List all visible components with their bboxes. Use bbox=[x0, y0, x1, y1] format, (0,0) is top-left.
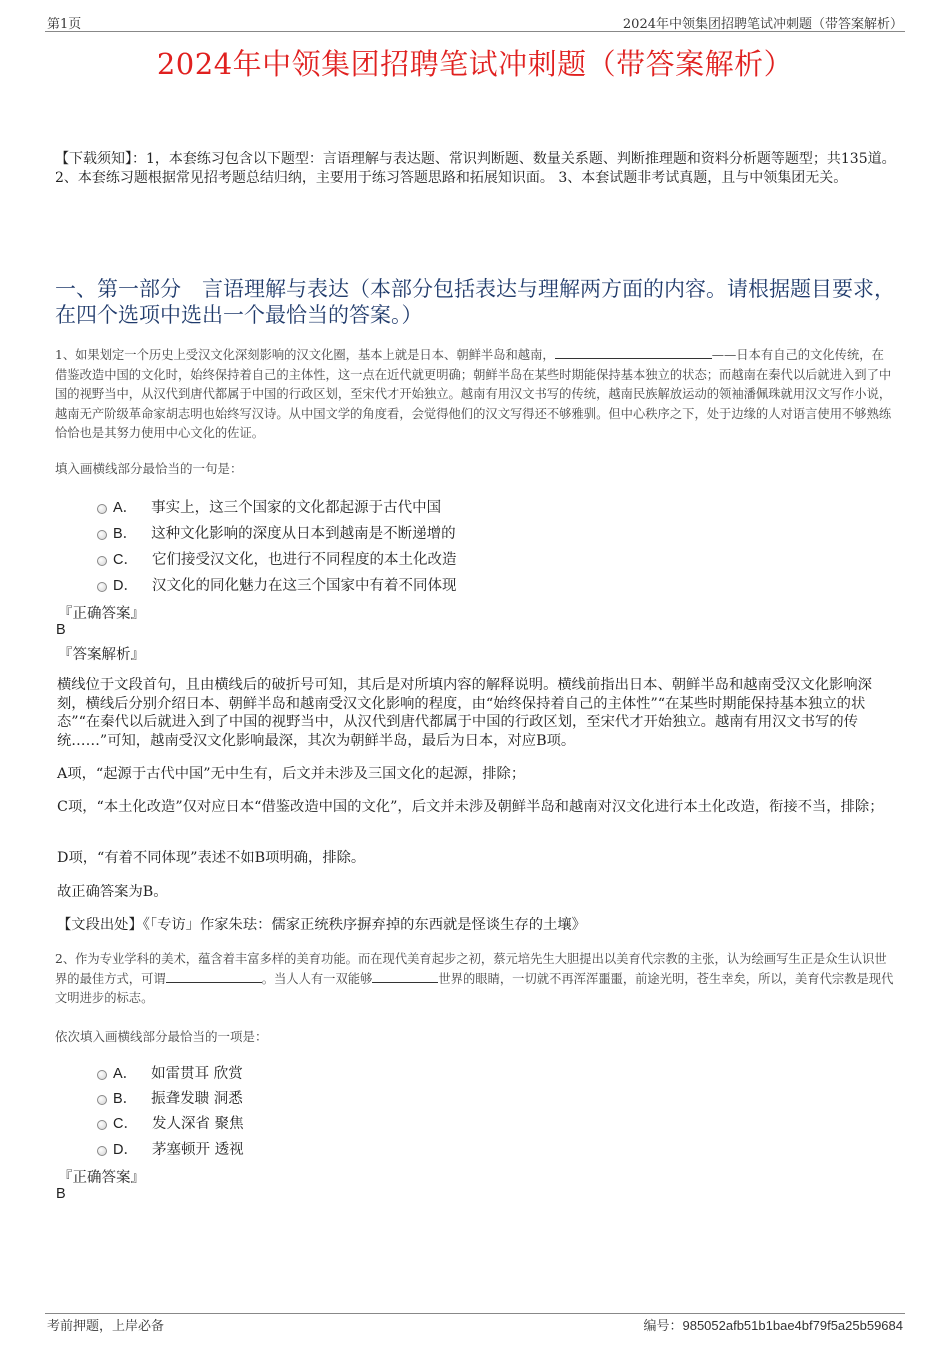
analysis-option-d: D项，“有着不同体现”表述不如B项明确，排除。 bbox=[57, 850, 366, 866]
page-number: 第1页 bbox=[47, 17, 82, 32]
radio-icon[interactable] bbox=[97, 1120, 107, 1130]
analysis-option-c: C项，“本土化改造”仅对应日本“借鉴改造中国的文化”，后文并未涉及朝鲜半岛和越南对汉文化进行本土化改造，衔接不当，排除； bbox=[57, 799, 884, 815]
question-1-option-a[interactable]: A． 事实上，这三个国家的文化都起源于古代中国 bbox=[97, 496, 441, 516]
correct-answer-value: B bbox=[56, 622, 66, 638]
footer-slogan: 考前押题，上岸必备 bbox=[47, 1319, 165, 1334]
radio-icon[interactable] bbox=[97, 1070, 107, 1080]
analysis-paragraph: 横线位于文段首句，且由横线后的破折号可知，其后是对所填内容的解释说明。横线前指出日本、朝鲜半岛和越南受汉文化影响深刻，横线后分别介绍日本、朝鲜半岛和越南受汉文化影响的程度，由“始终保持着自己的主体性”“在某些时期能保持基本独立的状态”“在秦代以后就进入到了中国的视野当中，从汉代到唐代都属于中国的行政区划，至宋代才开始独立。越南有用汉文书写的传统……”可知，越南受汉文化影响最深，其次为朝鲜半岛，最后为日本，对应B项。 bbox=[57, 677, 872, 749]
question-1-stem: 1、如果划定一个历史上受汉文化深刻影响的汉文化圈，基本上就是日本、朝鲜半岛和越南， ——日本有自己的文化传统，在借鉴改造中国的文化时，始终保持着自己的主体性，这一点在近代就更明确；朝鲜半岛在某些时期能保持基本独立的状态；而越南在秦代以后就进入到了中国的视野当中，从汉代到唐代都属于中国的行政区划，至宋代才开始独立。越南有用汉文书写的传统，越南民族解放运动的领袖潘佩珠就用汉文写作小说，越南无产阶级革命家胡志明也始终写汉诗。从中国文学的角度看，会觉得他们的汉文写得还不够雅驯。但中心秩序之下，处于边缘的人对语言使用不够熟练恰恰也是其努力使用中心文化的佐证。 bbox=[55, 348, 892, 440]
page-title: 2024年中领集团招聘笔试冲刺题（带答案解析） bbox=[156, 47, 794, 81]
correct-answer-label: 『正确答案』 bbox=[58, 606, 145, 622]
question-1-option-c[interactable]: C． 它们接受汉文化，也进行不同程度的本土化改造 bbox=[97, 548, 456, 568]
analysis-option-a: A项，“起源于古代中国”无中生有，后文并未涉及三国文化的起源，排除； bbox=[57, 766, 526, 782]
question-2-prompt: 依次填入画横线部分最恰当的一项是： bbox=[55, 1029, 268, 1044]
answer-blank bbox=[166, 970, 262, 983]
question-1-option-b[interactable]: B． 这种文化影响的深度从日本到越南是不断递增的 bbox=[97, 522, 456, 542]
radio-icon[interactable] bbox=[97, 1095, 107, 1105]
answer-blank bbox=[372, 970, 438, 983]
correct-answer-label: 『正确答案』 bbox=[58, 1170, 145, 1186]
question-2-option-b[interactable]: B． 振聋发聩 洞悉 bbox=[97, 1087, 243, 1107]
radio-icon[interactable] bbox=[97, 1146, 107, 1156]
footer-code: 编号：985052afb51b1bae4bf79f5a25b59684 bbox=[643, 1318, 903, 1334]
correct-answer-value: B bbox=[56, 1186, 66, 1202]
radio-icon[interactable] bbox=[97, 530, 107, 540]
passage-source: 【文段出处】《「专访」作家朱珐：儒家正统秩序摒弃掉的东西就是怪谈生存的土壤》 bbox=[57, 917, 586, 933]
analysis-conclusion: 故正确答案为B。 bbox=[57, 884, 168, 900]
radio-icon[interactable] bbox=[97, 556, 107, 566]
radio-icon[interactable] bbox=[97, 504, 107, 514]
page-footer bbox=[45, 1313, 905, 1334]
section-heading: 一、第一部分 言语理解与表达（本部分包括表达与理解两方面的内容。请根据题目要求，在四个选项中选出一个最恰当的答案。） bbox=[55, 277, 895, 327]
question-2-stem: 2、作为专业学科的美术，蕴含着丰富多样的美育功能。而在现代美育起步之初，蔡元培先生大胆提出以美育代宗教的主张，认为绘画写生正是众生认识世界的最佳方式，可谓 。当人人有一双能够 世界的眼睛，一切就不再浑浑噩噩，前途光明，苍生幸矣，所以，美育代宗教是现代文明进步的标志。 bbox=[55, 952, 894, 1005]
question-2-option-d[interactable]: D． 茅塞顿开 透视 bbox=[97, 1138, 244, 1158]
analysis-label: 『答案解析』 bbox=[58, 647, 145, 663]
question-2-option-a[interactable]: A． 如雷贯耳 欣赏 bbox=[97, 1062, 243, 1082]
question-1-prompt: 填入画横线部分最恰当的一句是： bbox=[55, 461, 243, 476]
page-header bbox=[45, 13, 905, 32]
question-1-option-d[interactable]: D． 汉文化的同化魅力在这三个国家中有着不同体现 bbox=[97, 574, 456, 594]
question-2-option-c[interactable]: C． 发人深省 聚焦 bbox=[97, 1112, 244, 1132]
radio-icon[interactable] bbox=[97, 582, 107, 592]
header-doc-title: 2024年中领集团招聘笔试冲刺题（带答案解析） bbox=[622, 17, 903, 32]
answer-blank bbox=[555, 346, 712, 359]
download-notice: 【下载须知】：1，本套练习包含以下题型：言语理解与表达题、常识判断题、数量关系题、判断推理题和资料分析题等题型；共135道。 2、本套练习题根据常见招考题总结归纳，主要用于练习答题思路和拓展知识面。 3、本套试题非考试真题，且与中领集团无关。 bbox=[55, 151, 896, 186]
